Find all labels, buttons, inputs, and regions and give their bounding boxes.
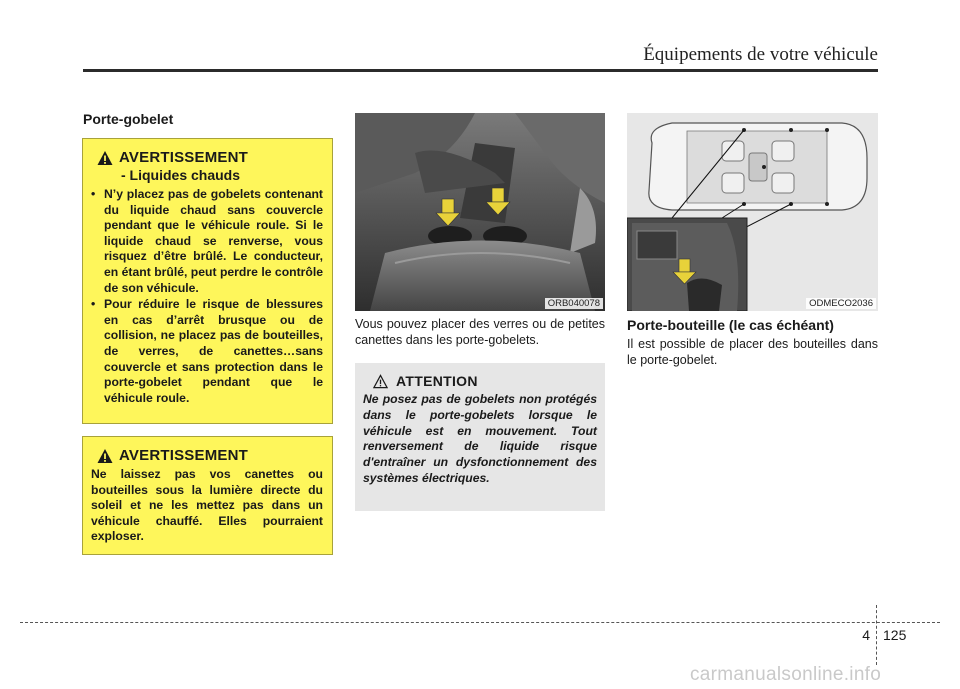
chapter-number: 4	[862, 627, 870, 643]
chapter-header-title: Équipements de votre véhicule	[643, 44, 878, 65]
page-number: 125	[883, 627, 907, 643]
warning-heading	[97, 447, 323, 464]
watermark-text: carmanualsonline.info	[690, 664, 882, 685]
header-divider	[83, 69, 878, 72]
car-top-view-icon	[649, 123, 867, 210]
warning-list-item: • N’y placez pas de gobelets contenant du liquide chaud sans couvercle pendant que le véhicule roule. Si le liquide chaud se renverse, vous risquez d’être brûlé. Le conducteur, en étant brûlé, peut perdre le contrôle de son véhicule.	[91, 187, 323, 296]
warning-box-hot-liquids	[82, 138, 333, 424]
bottle-holder-title: Porte-bouteille (le cas échéant)	[627, 317, 834, 333]
warning-box-heat-exposure	[82, 436, 333, 555]
warning-subtitle: - Liquides chauds	[121, 167, 241, 183]
bottle-holder-photo	[627, 113, 878, 311]
warning-title: AVERTISSEMENT	[119, 149, 249, 166]
figure-caption: ODMECO2036	[806, 298, 876, 309]
attention-text: Ne posez pas de gobelets non protégés dans le porte-gobelets lorsque le véhicule est en mouvement. Tout renversement de liquide risque d'entraîner un dysfonctionnement des systèmes électriques.	[363, 392, 597, 485]
bottle-holder-description: Il est possible de placer des bouteilles dans le porte-gobelet.	[627, 337, 878, 367]
bottle-holder-illustration	[627, 113, 878, 311]
warning-list-item: • Pour réduire le risque de blessures en cas d’arrêt brusque ou de collision, ne placez pas de bouteilles, de verres, de canettes…sans couvercle et sans protection dans le porte-gobelet pendant que le véhicule roule.	[91, 297, 323, 406]
warning-title: AVERTISSEMENT	[119, 447, 249, 464]
warning-text: Ne laissez pas vos canettes ou bouteilles sous la lumière directe du soleil et ne les mettez pas dans un véhicule chauffé. Elles pourraient exploser.	[91, 467, 323, 544]
warning-triangle-icon	[97, 448, 113, 464]
warning-list	[91, 187, 323, 406]
footer-divider	[20, 622, 940, 623]
attention-box	[355, 363, 605, 511]
figure-caption: ORB040078	[545, 298, 603, 309]
cup-holder-description: Vous pouvez placer des verres ou de petites canettes dans les porte-gobelets.	[355, 317, 605, 347]
footer-separator	[876, 605, 877, 665]
section-title: Porte-gobelet	[83, 111, 174, 127]
attention-title: ATTENTION	[396, 373, 478, 389]
caution-triangle-icon	[373, 374, 388, 389]
warning-triangle-icon	[97, 150, 113, 166]
cup-holder-illustration	[355, 113, 605, 311]
warning-heading	[97, 149, 323, 166]
attention-heading	[373, 373, 597, 389]
cup-holder-photo	[355, 113, 605, 311]
